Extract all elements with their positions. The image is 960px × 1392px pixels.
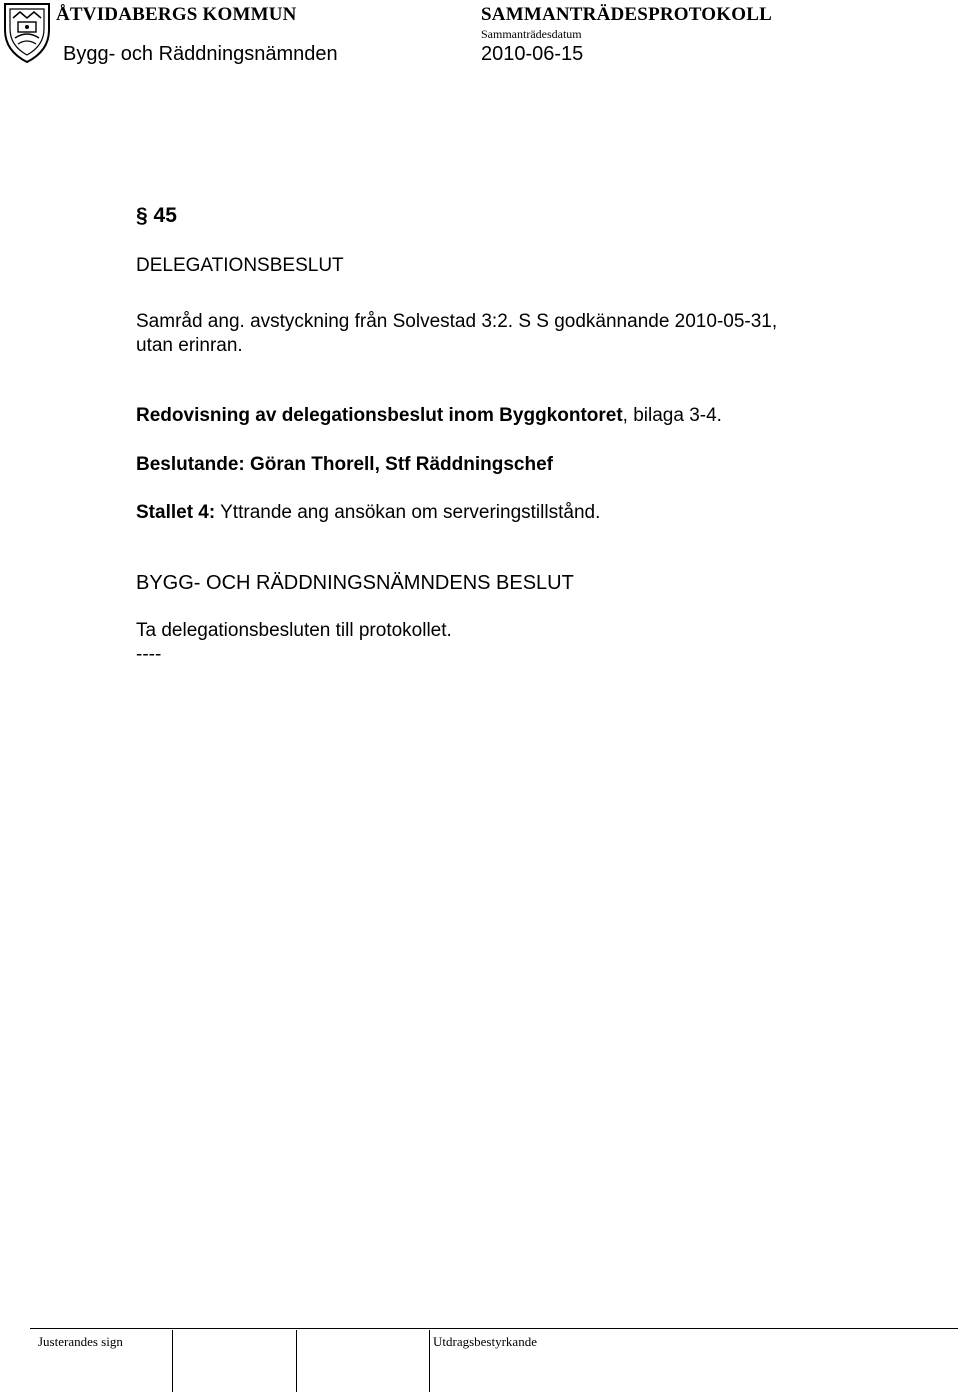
paragraph-number: 45 [153,204,177,227]
beslutande-line: Beslutande: Göran Thorell, Stf Räddningschef [136,454,553,475]
footer-divider [30,1328,958,1329]
organization-name: ÅTVIDABERGS KOMMUN [56,4,297,25]
end-mark: ---- [136,644,162,665]
redovisning-bold: Redovisning av delegationsbeslut inom Byggkontoret [136,405,623,426]
section-title: DELEGATIONSBESLUT [136,255,344,276]
municipal-crest-logo [2,0,52,64]
samrad-line-2: utan erinran. [136,335,243,356]
justerandes-sign-label: Justerandes sign [38,1334,123,1349]
paragraph-heading [136,204,177,228]
decision-title: BYGG- OCH RÄDDNINGSNÄMNDENS BESLUT [136,572,574,594]
decision-text: Ta delegationsbesluten till protokollet. [136,620,452,641]
signature-box-divider [172,1330,173,1392]
meeting-date: 2010-06-15 [481,43,584,65]
stallet-bold: Stallet 4: [136,502,216,523]
stallet-rest: Yttrande ang ansökan om serveringstillstånd. [215,502,601,523]
stallet-line [136,502,600,524]
redovisning-rest: , bilaga 3-4. [622,405,722,426]
document-type: SAMMANTRÄDESPROTOKOLL [481,4,772,25]
utdragsbestyrkande-label: Utdragsbestyrkande [433,1334,537,1349]
committee-name: Bygg- och Räddningsnämnden [63,43,338,65]
signature-box-divider [296,1330,297,1392]
meeting-date-label: Sammanträdesdatum [481,27,582,41]
samrad-line-1: Samråd ang. avstyckning från Solvestad 3:2. S S godkännande 2010-05-31, [136,311,778,332]
redovisning-line [136,405,722,427]
section-sign: § [136,204,154,227]
signature-box-divider [429,1330,430,1392]
